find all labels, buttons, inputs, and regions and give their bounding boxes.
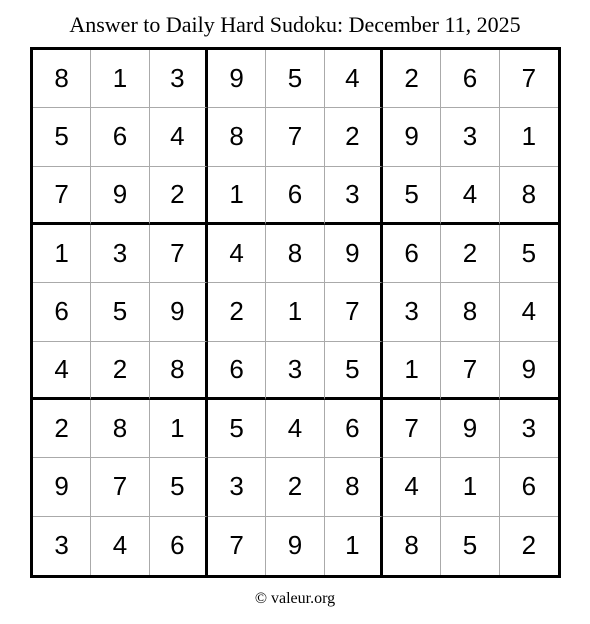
sudoku-cell-r7-c2: 8 bbox=[91, 400, 149, 458]
sudoku-cell-r6-c8: 7 bbox=[441, 342, 499, 400]
sudoku-cell-r2-c3: 4 bbox=[150, 108, 208, 166]
sudoku-cell-r1-c4: 9 bbox=[208, 50, 266, 108]
sudoku-cell-r5-c2: 5 bbox=[91, 283, 149, 341]
sudoku-cell-r4-c1: 1 bbox=[33, 225, 91, 283]
sudoku-cell-r7-c1: 2 bbox=[33, 400, 91, 458]
sudoku-cell-r2-c2: 6 bbox=[91, 108, 149, 166]
sudoku-cell-r8-c5: 2 bbox=[266, 458, 324, 516]
sudoku-cell-r5-c6: 7 bbox=[325, 283, 383, 341]
sudoku-cell-r2-c4: 8 bbox=[208, 108, 266, 166]
sudoku-cell-r5-c9: 4 bbox=[500, 283, 558, 341]
sudoku-cell-r7-c6: 6 bbox=[325, 400, 383, 458]
sudoku-cell-r9-c9: 2 bbox=[521, 530, 537, 561]
sudoku-cell-r6-c4: 6 bbox=[208, 342, 266, 400]
sudoku-cell-r8-c9: 6 bbox=[500, 458, 558, 516]
sudoku-cell-r9-c6: 1 bbox=[325, 517, 383, 575]
sudoku-cell-r3-c7: 5 bbox=[383, 167, 441, 225]
sudoku-cell-r5-c7: 3 bbox=[383, 283, 441, 341]
sudoku-board bbox=[30, 47, 561, 578]
sudoku-cell-r3-c3: 2 bbox=[150, 167, 208, 225]
sudoku-cell-r1-c8: 6 bbox=[441, 50, 499, 108]
sudoku-cell-r7-c3: 1 bbox=[150, 400, 208, 458]
sudoku-cell-r2-c6: 2 bbox=[325, 108, 383, 166]
sudoku-cell-r4-c6: 9 bbox=[325, 225, 383, 283]
sudoku-cell-r3-c6: 3 bbox=[325, 167, 383, 225]
page-title: Answer to Daily Hard Sudoku: December 11, 2025 bbox=[69, 12, 521, 37]
sudoku-cell-r6-c9: 9 bbox=[500, 342, 558, 400]
sudoku-cell-r8-c8: 1 bbox=[441, 458, 499, 516]
sudoku-cell-r3-c4: 1 bbox=[208, 167, 266, 225]
sudoku-cell-r9-c3: 6 bbox=[150, 517, 208, 575]
sudoku-cell-r1-c2: 1 bbox=[91, 50, 149, 108]
sudoku-cell-r2-c8: 3 bbox=[441, 108, 499, 166]
sudoku-cell-r8-c2: 7 bbox=[91, 458, 149, 516]
sudoku-cell-r4-c2: 3 bbox=[91, 225, 149, 283]
sudoku-cell-r3-c1: 7 bbox=[33, 167, 91, 225]
sudoku-cell-r3-c5: 6 bbox=[266, 167, 324, 225]
sudoku-cell-r4-c3: 7 bbox=[150, 225, 208, 283]
sudoku-cell-r1-c6: 4 bbox=[325, 50, 383, 108]
sudoku-cell-r3-c8: 4 bbox=[441, 167, 499, 225]
sudoku-cell-r7-c7: 7 bbox=[383, 400, 441, 458]
sudoku-cell-r4-c8: 2 bbox=[441, 225, 499, 283]
sudoku-cell-r1-c7: 2 bbox=[383, 50, 441, 108]
sudoku-cell-r2-c5: 7 bbox=[266, 108, 324, 166]
sudoku-cell-r5-c4: 2 bbox=[208, 283, 266, 341]
sudoku-cell-r5-c1: 6 bbox=[33, 283, 91, 341]
sudoku-cell-r1-c3: 3 bbox=[150, 50, 208, 108]
sudoku-cell-r8-c6: 8 bbox=[325, 458, 383, 516]
sudoku-cell-r4-c5: 8 bbox=[266, 225, 324, 283]
sudoku-cell-r1-c5: 5 bbox=[266, 50, 324, 108]
sudoku-cell-r9-c1: 3 bbox=[33, 517, 91, 575]
sudoku-cell-r8-c1: 9 bbox=[33, 458, 91, 516]
sudoku-cell-r5-c5: 1 bbox=[266, 283, 324, 341]
sudoku-cell-r6-c2: 2 bbox=[91, 342, 149, 400]
sudoku-cell-r1-c1: 8 bbox=[33, 50, 91, 108]
sudoku-cell-r9-c5: 9 bbox=[266, 517, 324, 575]
sudoku-cell-r4-c4: 4 bbox=[208, 225, 266, 283]
sudoku-cell-r7-c5: 4 bbox=[266, 400, 324, 458]
sudoku-cell-r1-c9: 7 bbox=[500, 50, 558, 108]
sudoku-cell-r5-c3: 9 bbox=[150, 283, 208, 341]
sudoku-cell-r4-c7: 6 bbox=[383, 225, 441, 283]
sudoku-cell-r8-c4: 3 bbox=[208, 458, 266, 516]
sudoku-cell-r2-c1: 5 bbox=[33, 108, 91, 166]
sudoku-cell-r8-c3: 5 bbox=[150, 458, 208, 516]
sudoku-cell-r9-c2: 4 bbox=[91, 517, 149, 575]
sudoku-cell-r9-c4: 7 bbox=[208, 517, 266, 575]
sudoku-cell-r6-c6: 5 bbox=[325, 342, 383, 400]
sudoku-cell-r2-c7: 9 bbox=[383, 108, 441, 166]
sudoku-cell-r2-c9: 1 bbox=[500, 108, 558, 166]
sudoku-cell-r8-c7: 4 bbox=[383, 458, 441, 516]
sudoku-cell-r9-c7: 8 bbox=[383, 517, 441, 575]
sudoku-cell-r7-c4: 5 bbox=[208, 400, 266, 458]
sudoku-cell-r6-c5: 3 bbox=[266, 342, 324, 400]
sudoku-cell-r3-c2: 9 bbox=[91, 167, 149, 225]
sudoku-cell-r6-c1: 4 bbox=[33, 342, 91, 400]
sudoku-cell-r3-c9: 8 bbox=[500, 167, 558, 225]
sudoku-cell-r7-c9: 3 bbox=[500, 400, 558, 458]
sudoku-cell-r7-c8: 9 bbox=[441, 400, 499, 458]
sudoku-cell-r5-c8: 8 bbox=[441, 283, 499, 341]
sudoku-cell-r6-c3: 8 bbox=[150, 342, 208, 400]
sudoku-cell-r9-c8: 5 bbox=[441, 517, 499, 575]
sudoku-cell-r4-c9: 5 bbox=[500, 225, 558, 283]
copyright-footer: © valeur.org bbox=[254, 590, 336, 607]
sudoku-cell-r6-c7: 1 bbox=[383, 342, 441, 400]
